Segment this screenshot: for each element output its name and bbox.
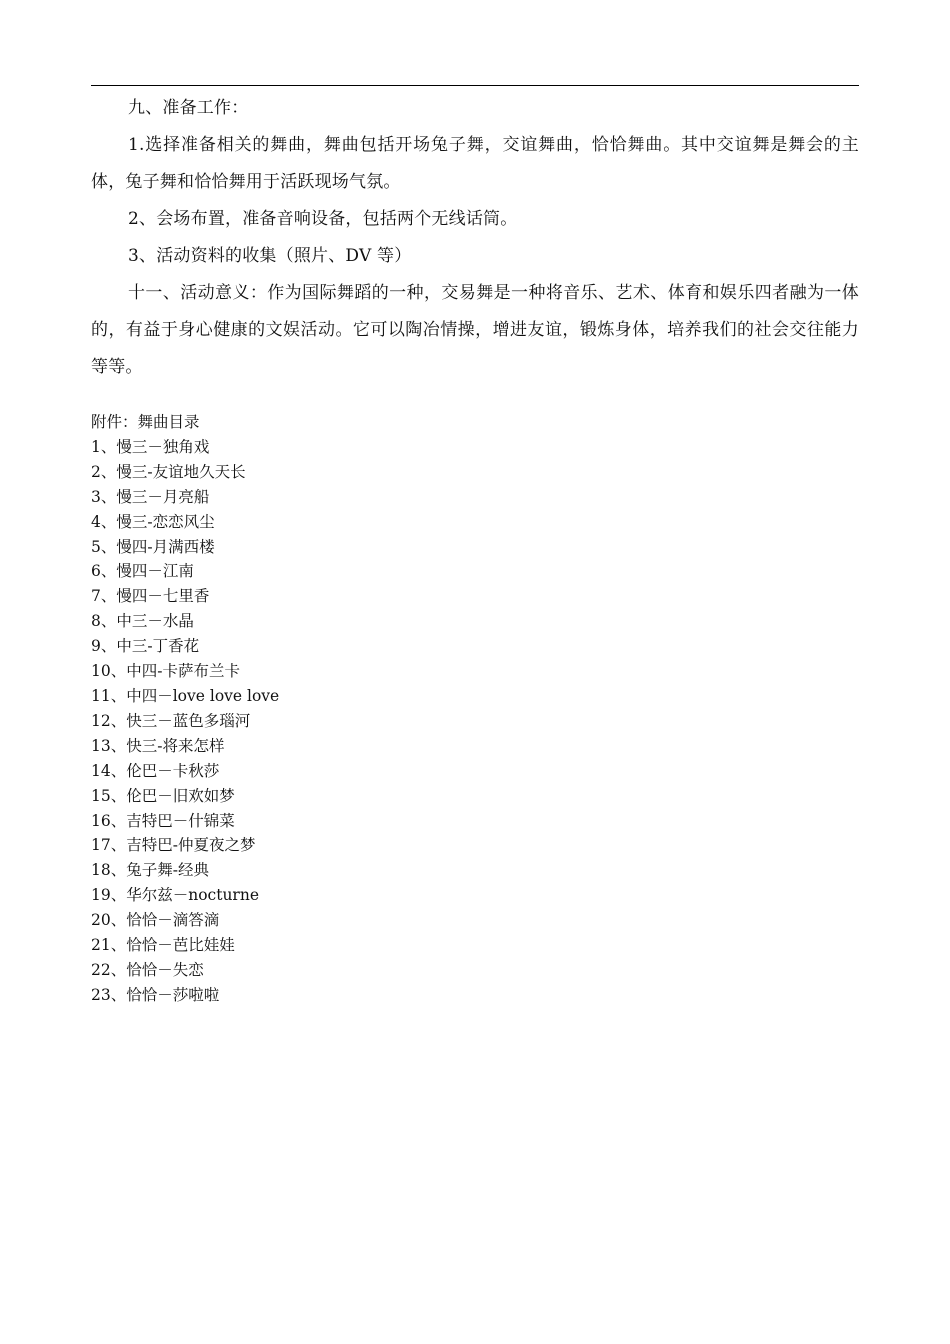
song-list-item: 20、恰恰－滴答滴 [91, 911, 220, 930]
song-list-item: 1、慢三－独角戏 [91, 437, 210, 456]
song-list-item: 18、兔子舞-经典 [91, 861, 209, 880]
song-list-item: 13、快三-将来怎样 [91, 736, 225, 755]
song-list-item: 10、中四-卡萨布兰卡 [91, 662, 240, 681]
section-heading-preparation: 九、准备工作： [128, 98, 249, 118]
song-list-item: 2、慢三-友谊地久天长 [91, 462, 246, 481]
song-list-item: 21、恰恰－芭比娃娃 [91, 936, 235, 955]
header-rule [91, 85, 859, 86]
song-list-item: 3、慢三－月亮船 [91, 487, 210, 506]
song-list-item: 9、中三-丁香花 [91, 637, 200, 656]
song-list-item: 17、吉特巴-仲夏夜之梦 [91, 836, 256, 855]
song-list-item: 14、伦巴－卡秋莎 [91, 761, 220, 780]
song-list-item: 8、中三－水晶 [91, 612, 194, 631]
song-list-item: 16、吉特巴－什锦菜 [91, 811, 235, 830]
preparation-item-2: 2、会场布置，准备音响设备，包括两个无线话筒。 [128, 209, 518, 229]
song-list-item: 19、华尔兹－nocturne [91, 886, 259, 905]
song-list-item: 15、伦巴－旧欢如梦 [91, 786, 235, 805]
appendix-section [91, 410, 691, 1008]
song-list-item: 7、慢四－七里香 [91, 587, 210, 606]
song-list-item: 4、慢三-恋恋风尘 [91, 512, 215, 531]
song-list-item: 12、快三－蓝色多瑙河 [91, 711, 251, 730]
song-list-item: 23、恰恰－莎啦啦 [91, 985, 220, 1004]
song-list [91, 435, 691, 1008]
song-list-item: 6、慢四－江南 [91, 562, 194, 581]
appendix-title: 附件：舞曲目录 [91, 413, 200, 431]
song-list-item: 5、慢四-月满西楼 [91, 537, 215, 556]
preparation-item-1: 1.选择准备相关的舞曲，舞曲包括开场兔子舞，交谊舞曲，恰恰舞曲。其中交谊舞是舞会的主体，兔子舞和恰恰舞用于活跃现场气氛。 [91, 135, 859, 192]
song-list-item: 11、中四－love love love [91, 686, 280, 705]
body-text [91, 90, 859, 386]
preparation-item-3: 3、活动资料的收集（照片、DV 等） [128, 246, 412, 266]
activity-significance: 十一、活动意义：作为国际舞蹈的一种，交易舞是一种将音乐、艺术、体育和娱乐四者融为一体的，有益于身心健康的文娱活动。它可以陶冶情操，增进友谊，锻炼身体，培养我们的社会交往能力等等。 [91, 283, 859, 377]
song-list-item: 22、恰恰－失恋 [91, 960, 204, 979]
